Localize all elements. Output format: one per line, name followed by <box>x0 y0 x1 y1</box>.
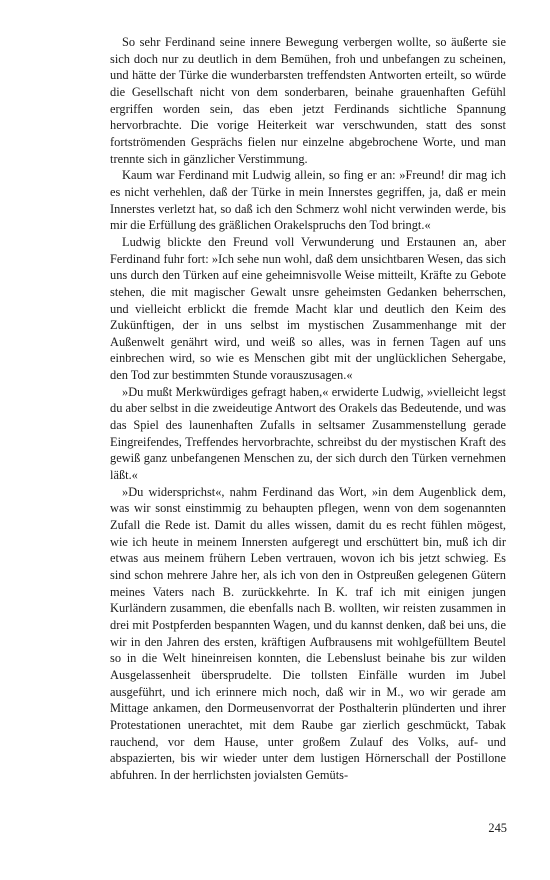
paragraph: Kaum war Ferdinand mit Ludwig allein, so fing er an: »Freund! dir mag ich es nicht verhehlen, daß der Türke in mein Innerstes gegriffen, ja, daß er mein Innerstes verletzt hat, so daß ich den Schmerz wohl nicht verwinden werde, bis mir die Erfüllung des gräßlichen Orakelspruchs den Tod bringt.« <box>110 168 506 233</box>
paragraph: So sehr Ferdinand seine innere Bewegung verbergen wollte, so äußerte sie sich doch nur zu deutlich in dem Bemühen, froh und unbefangen zu scheinen, und hätte der Türke die wunderbarsten treffendsten Antworten erteilt, so würde die Gesellschaft nicht von dem sonderbaren, beinahe grauenhaften Gefühl ergriffen worden sein, das eben jetzt Ferdinands sichtliche Spannung hervorbrachte. Die vorige Heiterkeit war verschwunden, statt des sonst fortströmenden Gesprächs fielen nur einzelne abgebrochene Worte, und man trennte sich in gänzlicher Verstimmung. <box>110 35 506 166</box>
body-text <box>110 34 506 784</box>
paragraph: Ludwig blickte den Freund voll Verwunderung und Erstaunen an, aber Ferdinand fuhr fort: »Ich sehe nun wohl, daß dem unsichtbaren Wesen, das sich uns durch den Türken auf eine geheimnisvolle Weise mitteilt, Kräfte zu Gebote stehen, die mit magischer Gewalt unsre geheimsten Gedanken beherrschen, und vielleicht erblickt die fremde Macht klar und deutlich den Keim des Zukünftigen, der in uns selbst im mystischen Zusammenhange mit der Außenwelt genährt wird, und weiß so alles, was in fernen Tagen auf uns einbrechen wird, so wie es Menschen gibt mit der unglücklichen Sehergabe, den Tod zur bestimmten Stunde vorauszusagen.« <box>110 234 506 383</box>
paragraph: »Du mußt Merkwürdiges gefragt haben,« erwiderte Ludwig, »vielleicht legst du aber selbst in die zweideutige Antwort des Orakels das Bedeutende, und was das Spiel des launenhaften Zufalls in seltsamer Zusammenstellung gerade Eingreifendes, Treffendes hervorbrachte, schreibst du der mystischen Kraft des gewiß ganz unbefangenen Menschen zu, der sich durch den Türken vernehmen läßt.« <box>110 384 506 483</box>
paragraph: »Du widersprichst«, nahm Ferdinand das Wort, »in dem Augenblick dem, was wir sonst einstimmig zu behaupten pflegen, wenn von dem sogenannten Zufall die Rede ist. Damit du alles wissen, damit du es recht fühlen mögest, wie ich heute in meinem Innersten aufgeregt und erschüttert bin, muß ich dir etwas aus meinem frühern Leben vertrauen, wovon ich bis jetzt schwieg. Es sind schon mehrere Jahre her, als ich von den in Ostpreußen gelegenen Gütern meines Vaters nach B. zurückkehrte. In K. traf ich mit einigen jungen Kurländern zusammen, die ebenfalls nach B. wollten, wir reisten zusammen in drei mit Postpferden bespannten Wagen, und du kannst denken, daß bei uns, die wir in den Jahren des ersten, kräftigen Aufbrausens mit wohlgefülltem Beutel so in die Welt hineinreisen konnten, die Lebenslust beinahe bis zur wilden Ausgelassenheit übersprudelte. Die tollsten Einfälle wurden im Jubel ausgeführt, und ich erinnere mich noch, daß wir in M., wo wir gerade am Mittage ankamen, den Dormeusenvorrat der Posthalterin plünderten und ihrer Protestationen unerachtet, mit dem Raube gar zierlich geschmückt, Tabak rauchend, vor dem Hause, unter großem Zulauf des Volks, auf- und abspazierten, bis wir wieder unter dem lustigen Hörnerschall der Postillone abfuhren. In der herrlichsten jovialsten Gemüts- <box>110 484 506 782</box>
page-number: 245 <box>488 821 507 835</box>
